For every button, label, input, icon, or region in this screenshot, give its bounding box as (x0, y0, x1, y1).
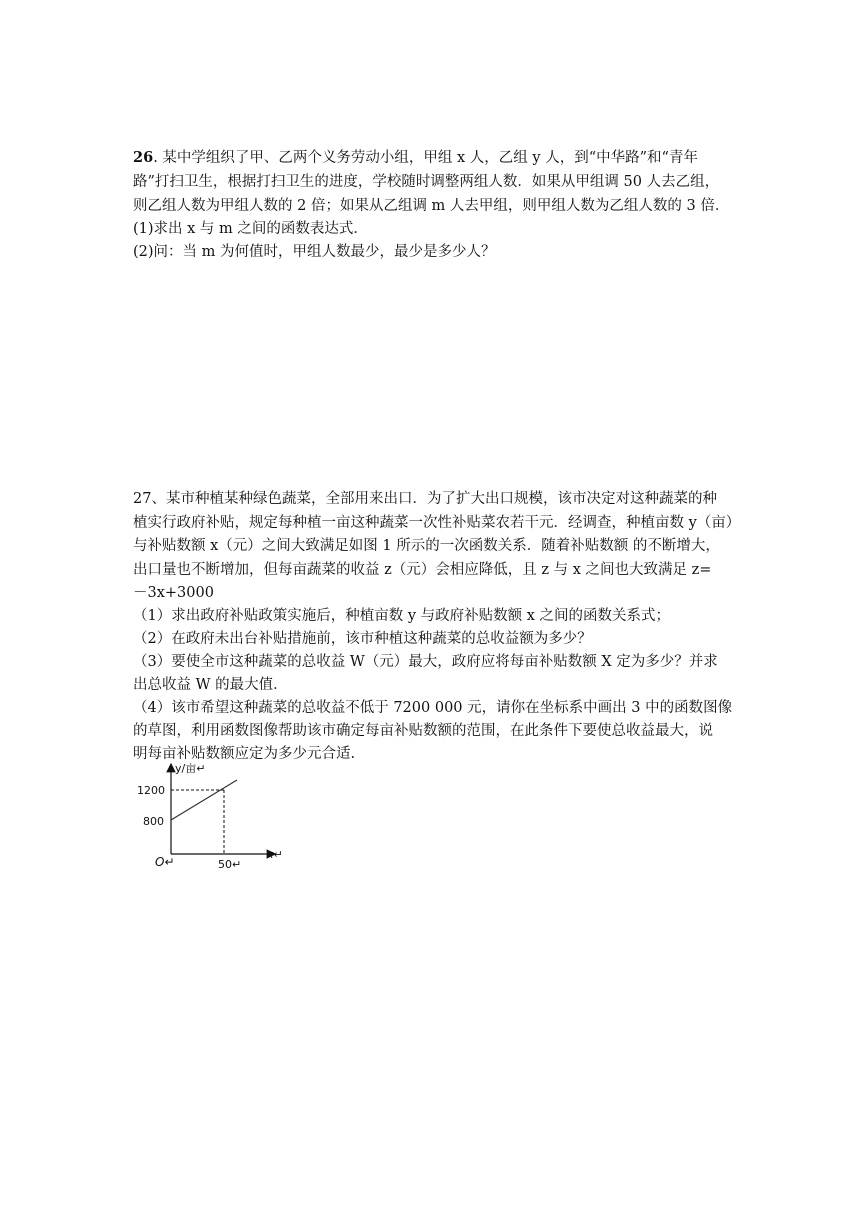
q27-part-4: （4）该市希望这种蔬菜的总收益不低于 7200 000 元，请你在坐标系中画出 3 中的函数图像 (133, 700, 733, 716)
y-tick-800: 800 (143, 815, 164, 828)
y-tick-1200: 1200 (137, 784, 165, 797)
q27-line-4: 出口量也不断增加，但每亩蔬菜的收益 z（元）会相应降低，且 z 与 x 之间也大致满足 z= (133, 562, 712, 578)
q27-line-5: －3x+3000 (133, 585, 214, 601)
q26-line-2: 路”打扫卫生，根据打扫卫生的进度，学校随时调整两组人数．如果从甲组调 50 人去乙组， (133, 174, 720, 190)
q26-line-3: 则乙组人数为甲组人数的 2 倍；如果从乙组调 m 人去甲组，则甲组人数为乙组人数的 3 倍． (133, 198, 730, 214)
x-axis-label: x↵ (267, 848, 283, 861)
q27-part-3-cont: 出总收益 W 的最大值． (133, 677, 288, 693)
q26-part-2: (2)问：当 m 为何值时，甲组人数最少，最少是多少人？ (133, 244, 496, 260)
q27-line-1: 27、某市种植某种绿色蔬菜，全部用来出口．为了扩大出口规模，该市决定对这种蔬菜的种 (133, 491, 717, 507)
function-graph (133, 758, 293, 876)
origin-label: O↵ (155, 855, 175, 869)
q27-line-2: 植实行政府补贴，规定每种植一亩这种蔬菜一次性补贴菜农若干元．经调查，种植亩数 y（亩） (133, 515, 741, 531)
y-axis-label: y/亩↵ (175, 762, 206, 775)
q26-line-1 (133, 148, 698, 168)
q27-part-2: （2）在政府未出台补贴措施前，该市种植这种蔬菜的总收益额为多少？ (133, 631, 592, 647)
q27-part-3: （3）要使全市这种蔬菜的总收益 W（元）最大，政府应将每亩补贴数额 X 定为多少？并求 (133, 654, 718, 670)
q26-text: . 某中学组织了甲、乙两个义务劳动小组，甲组 x 人，乙组 y 人，到“中华路”和“青年 (153, 150, 698, 166)
q26-part-1: (1)求出 x 与 m 之间的函数表达式． (133, 221, 368, 237)
q27-part-4-cont: 的草图，利用函数图像帮助该市确定每亩补贴数额的范围，在此条件下要使总收益最大，说 (133, 723, 713, 739)
q27-line-3: 与补贴数额 x（元）之间大致满足如图 1 所示的一次函数关系．随着补贴数额 的不断增大， (133, 538, 720, 554)
q27-part-1: （1）求出政府补贴政策实施后，种植亩数 y 与政府补贴数额 x 之间的函数关系式； (133, 608, 671, 624)
x-tick-50: 50↵ (218, 858, 242, 871)
q27-part-4-end: 明每亩补贴数额应定为多少元合适. (133, 746, 356, 762)
function-line (171, 780, 237, 820)
question-number: 26 (133, 149, 154, 166)
